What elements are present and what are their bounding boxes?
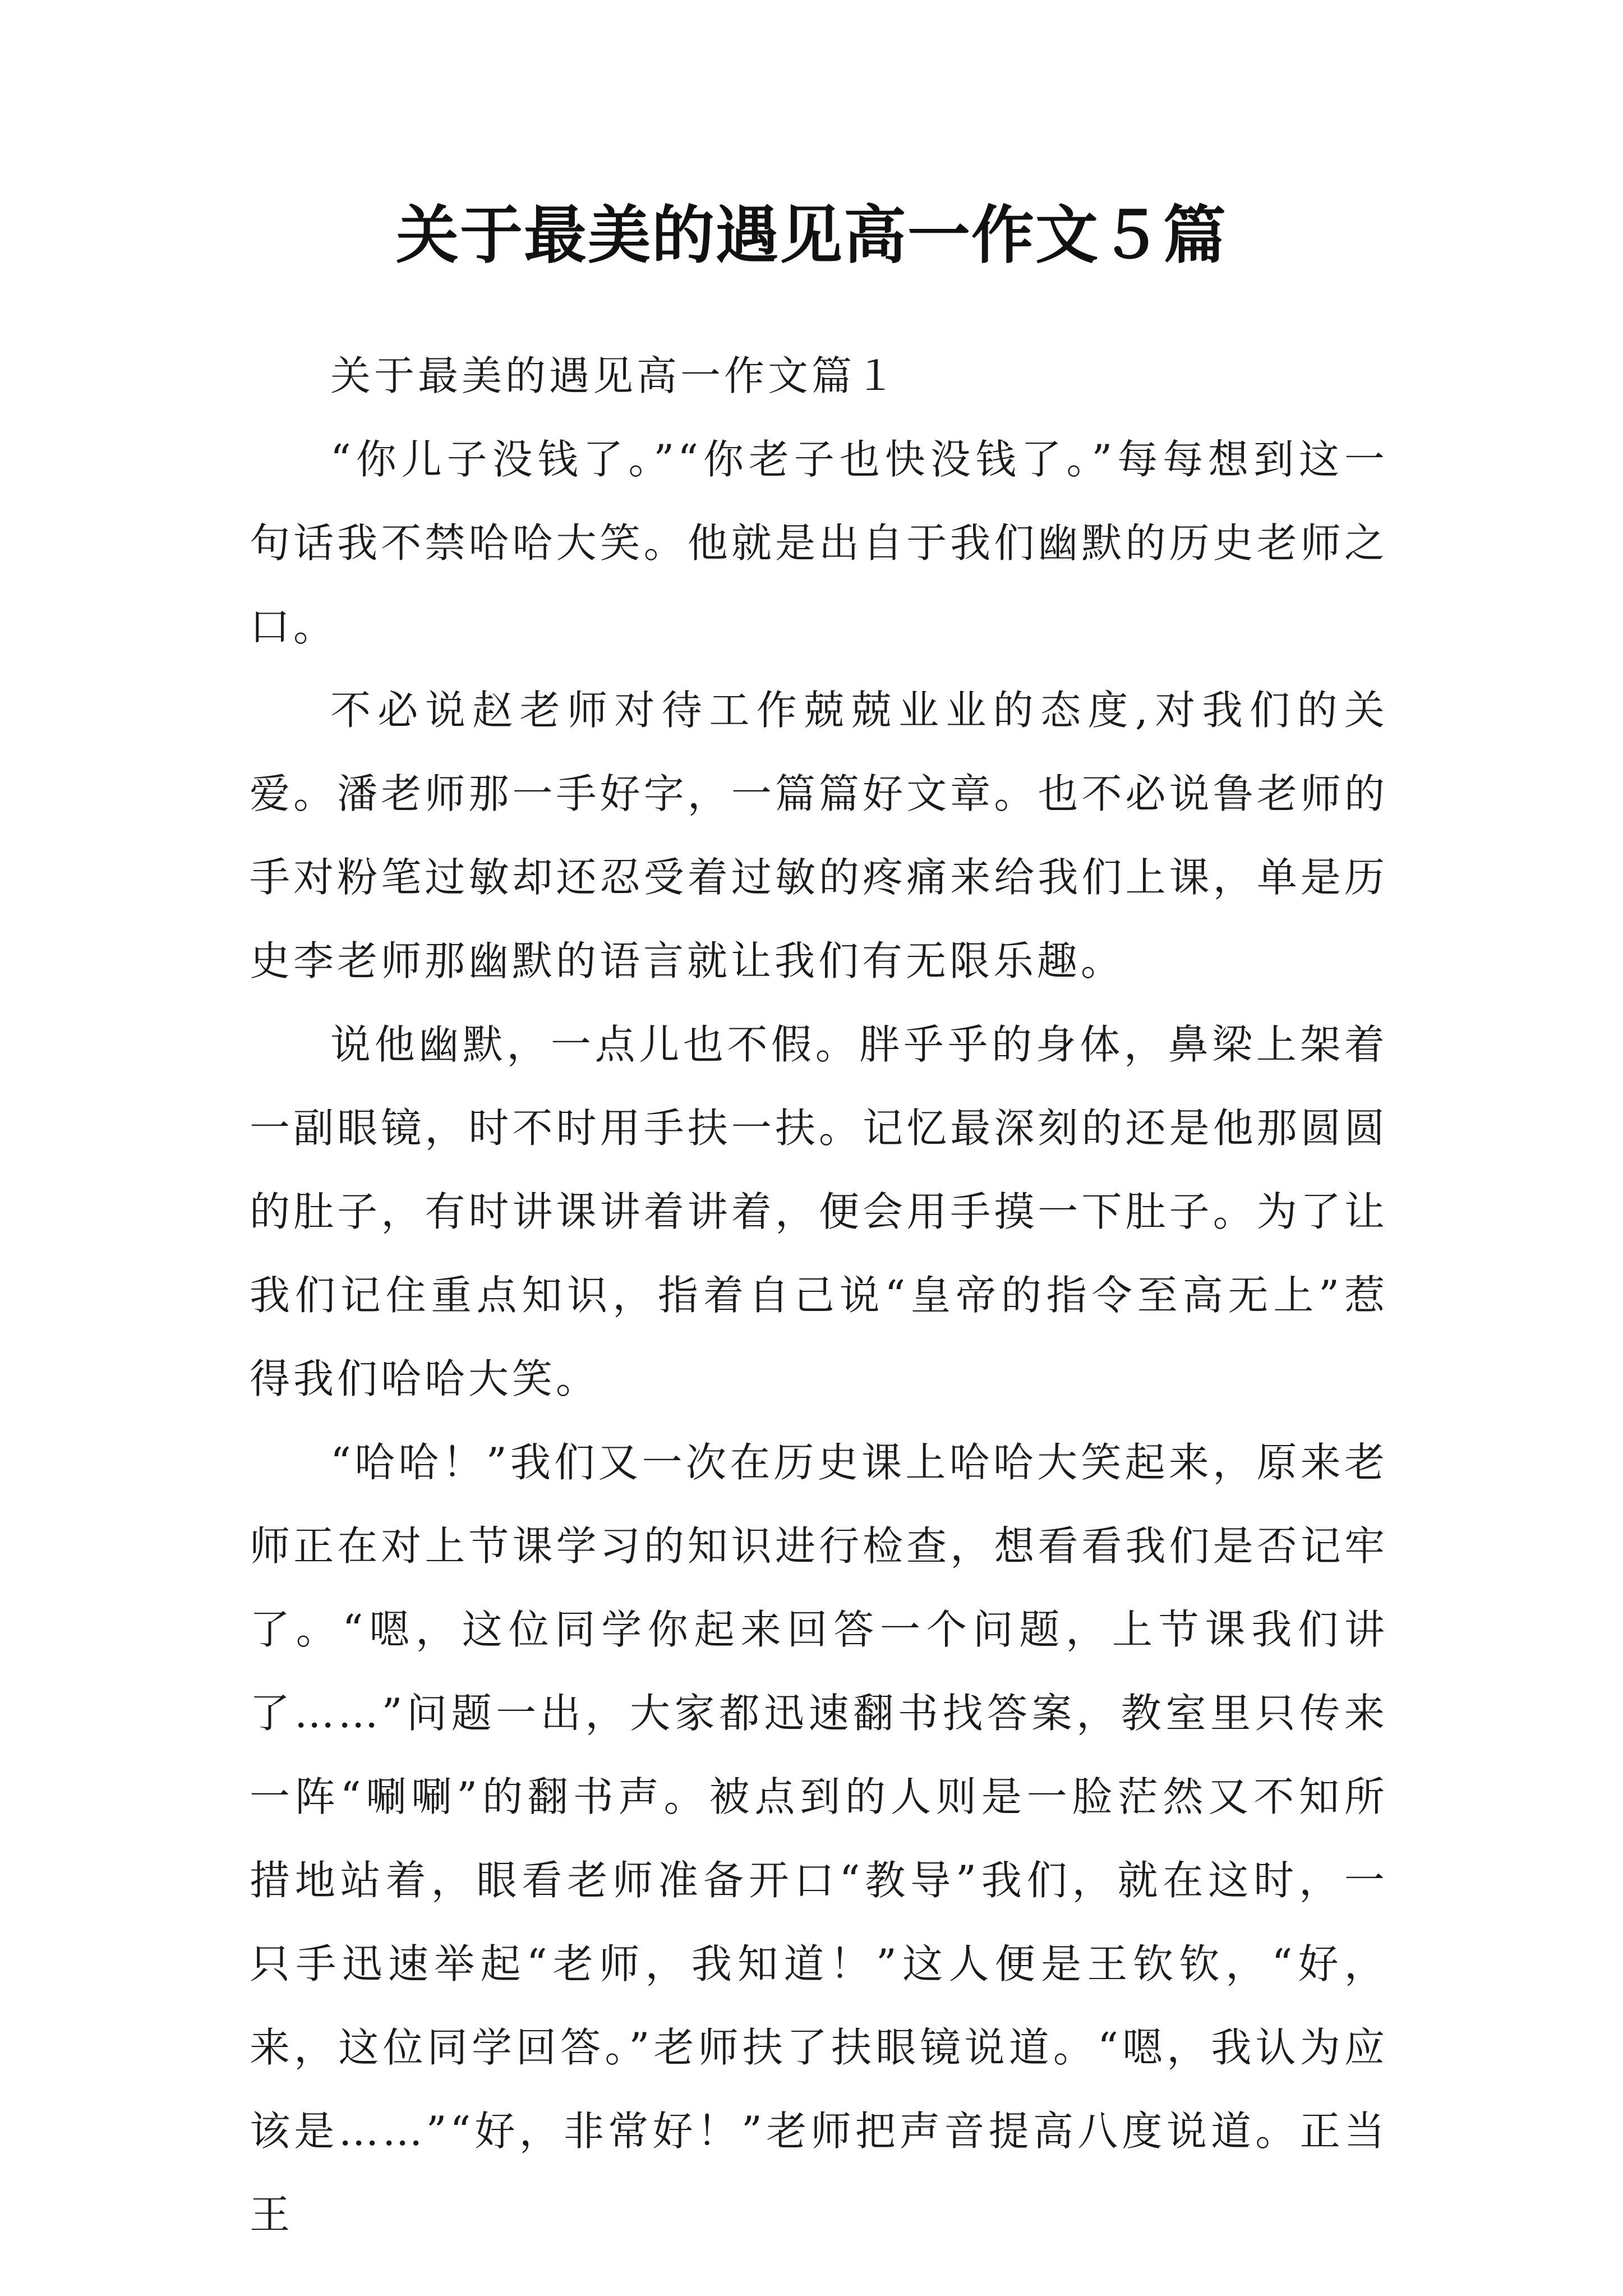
document-title: 关于最美的遇见高一作文５篇 bbox=[396, 199, 1227, 272]
paragraph: “你儿子没钱了。”“你老子也快没钱了。”每每想到这一句话我不禁哈哈大笑。他就是出自于我们幽默的历史老师之口。 bbox=[250, 436, 1388, 650]
paragraph: “哈哈！”我们又一次在历史课上哈哈大笑起来，原来老师正在对上节课学习的知识进行检查，想看看我们是否记牢了。“嗯，这位同学你起来回答一个问题，上节课我们讲了……”问题一出，大家都迅速翻书找答案，教室里只传来一阵“唰唰”的翻书声。被点到的人则是一脸茫然又不知所措地站着，眼看老师准备开口“教导”我们，就在这时，一只手迅速举起“老师，我知道！”这人便是王钦钦，“好，来，这位同学回答。”老师扶了扶眼镜说道。“嗯，我认为应该是……”“好，非常好！”老师把声音提高八度说道。正当王 bbox=[250, 1439, 1388, 2238]
paragraph: 说他幽默，一点儿也不假。胖乎乎的身体，鼻梁上架着一副眼镜，时不时用手扶一扶。记忆最深刻的还是他那圆圆的肚子，有时讲课讲着讲着，便会用手摸一下肚子。为了让我们记住重点知识，指着自己说“皇帝的指令至高无上”惹得我们哈哈大笑。 bbox=[250, 1021, 1388, 1402]
document-body bbox=[250, 334, 1388, 2257]
section-heading: 关于最美的遇见高一作文篇１ bbox=[330, 352, 900, 399]
paragraph: 不必说赵老师对待工作兢兢业业的态度,对我们的关爱。潘老师那一手好字，一篇篇好文章。也不必说鲁老师的手对粉笔过敏却还忍受着过敏的疼痛来给我们上课，单是历史李老师那幽默的语言就让我们有无限乐趣。 bbox=[250, 687, 1388, 984]
